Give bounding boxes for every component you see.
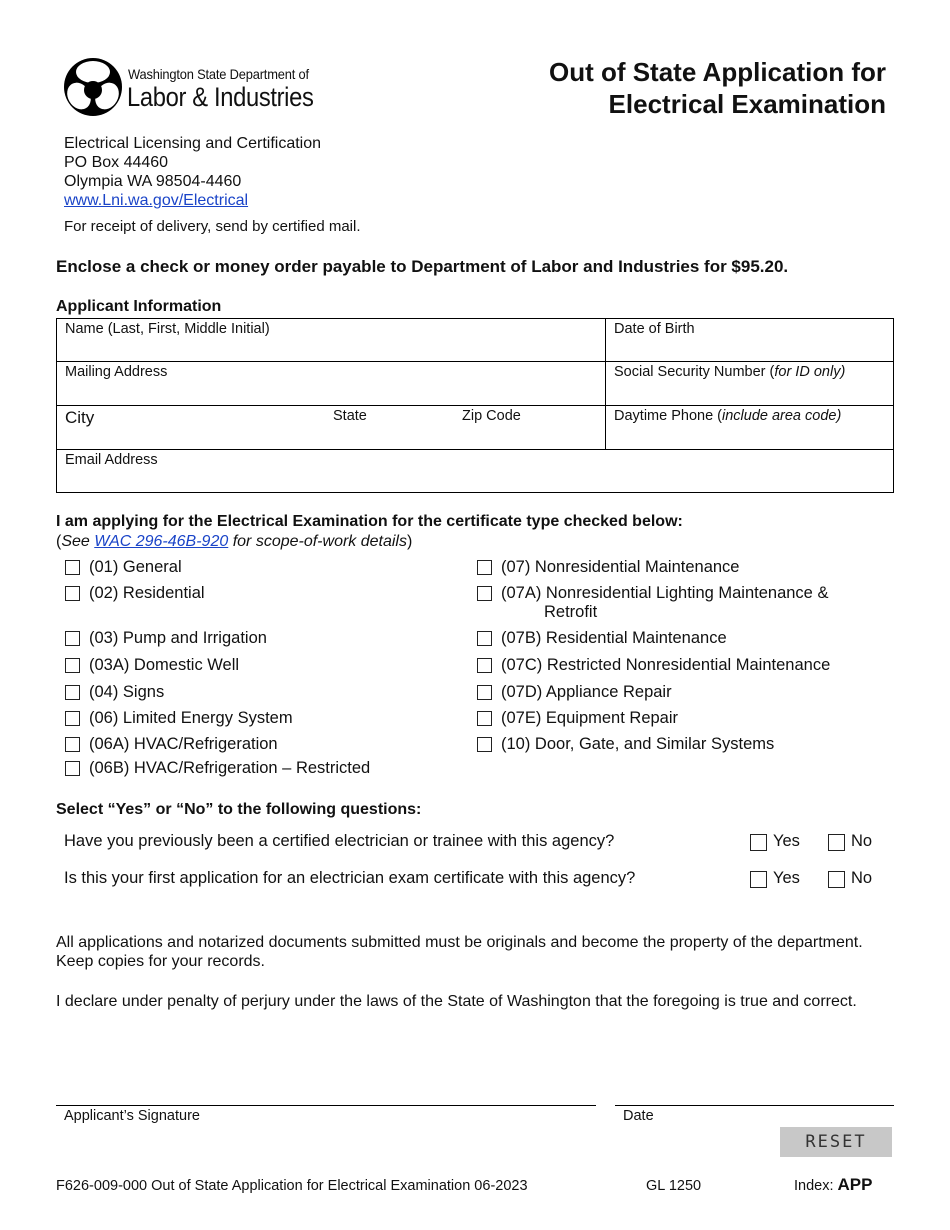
checkbox[interactable] <box>65 761 80 776</box>
scope-note: (See WAC 296-46B-920 for scope-of-work details) <box>56 533 413 550</box>
state-label: State <box>333 408 367 424</box>
question-1-text: Have you previously been a certified electrician or trainee with this agency? <box>64 832 615 850</box>
ssn-label: Social Security Number (for ID only) <box>614 364 846 380</box>
logo-text-department: Washington State Department of <box>128 66 309 82</box>
originals-notice: All applications and notarized documents submitted must be originals and become the property of the department. Keep copies for your records. <box>56 934 863 970</box>
lni-logo-icon <box>62 54 124 118</box>
checkbox[interactable] <box>750 871 767 888</box>
checkbox[interactable] <box>477 685 492 700</box>
checkbox[interactable] <box>65 560 80 575</box>
yes-label: Yes <box>773 869 800 887</box>
option-label: (06B) HVAC/Refrigeration – Restricted <box>89 759 371 777</box>
checkbox[interactable] <box>828 871 845 888</box>
lni-logo <box>62 54 342 118</box>
option-label: (07C) Restricted Nonresidential Maintenance <box>501 656 831 674</box>
email-label: Email Address <box>65 452 158 468</box>
page-title <box>549 56 886 120</box>
address-line-3: Olympia WA 98504-4460 <box>64 173 242 190</box>
signature-label: Applicant’s Signature <box>64 1108 200 1124</box>
checkbox[interactable] <box>65 737 80 752</box>
option-label-continued: Retrofit <box>544 603 598 621</box>
option-label: (07B) Residential Maintenance <box>501 629 727 647</box>
reset-button[interactable]: RESET <box>780 1127 892 1157</box>
checkbox[interactable] <box>477 737 492 752</box>
signature-line[interactable] <box>56 1105 596 1106</box>
index-code: Index: APP <box>794 1175 873 1194</box>
option-label: (01) General <box>89 558 182 576</box>
checkbox[interactable] <box>65 658 80 673</box>
website-link[interactable]: www.Lni.wa.gov/Electrical <box>64 192 249 209</box>
option-label: (03A) Domestic Well <box>89 656 240 674</box>
receipt-note: For receipt of delivery, send by certified mail. <box>64 218 361 235</box>
dob-label: Date of Birth <box>614 321 695 337</box>
checkbox[interactable] <box>477 658 492 673</box>
mailing-address-field[interactable] <box>57 362 606 406</box>
option-label: (06) Limited Energy System <box>89 709 293 727</box>
title-line-2: Electrical Examination <box>608 89 886 119</box>
checkbox[interactable] <box>65 586 80 601</box>
exam-type-heading: I am applying for the Electrical Examination for the certificate type checked below: <box>56 513 683 530</box>
name-field[interactable] <box>57 319 606 362</box>
zip-label: Zip Code <box>462 408 521 424</box>
address-line-1: Electrical Licensing and Certification <box>64 135 322 152</box>
checkbox[interactable] <box>477 560 492 575</box>
mailing-address-block <box>64 134 321 210</box>
payment-instruction: Enclose a check or money order payable to Department of Labor and Industries for $95.20. <box>56 257 789 276</box>
logo-text-agency: Labor & Industries <box>127 82 314 112</box>
mailing-address-label: Mailing Address <box>65 364 168 380</box>
option-label: (07E) Equipment Repair <box>501 709 679 727</box>
dob-field[interactable] <box>606 319 893 362</box>
phone-label: Daytime Phone (include area code) <box>614 408 842 424</box>
option-label: (04) Signs <box>89 683 165 701</box>
city-label: City <box>65 408 95 427</box>
address-line-2: PO Box 44460 <box>64 154 169 171</box>
form-number: F626-009-000 Out of State Application for Electrical Examination 06-2023 <box>56 1178 528 1194</box>
yes-label: Yes <box>773 832 800 850</box>
option-label: (06A) HVAC/Refrigeration <box>89 735 278 753</box>
perjury-declaration: I declare under penalty of perjury under the laws of the State of Washington that the foregoing is true and correct. <box>56 993 857 1010</box>
checkbox[interactable] <box>477 586 492 601</box>
gl-code: GL 1250 <box>646 1178 702 1194</box>
no-label: No <box>851 832 873 850</box>
applicant-info-table <box>56 318 894 493</box>
checkbox[interactable] <box>828 834 845 851</box>
title-line-1: Out of State Application for <box>548 57 886 87</box>
checkbox[interactable] <box>477 631 492 646</box>
questions-heading: Select “Yes” or “No” to the following questions: <box>56 801 422 818</box>
date-label: Date <box>623 1108 654 1124</box>
option-label: (02) Residential <box>89 584 205 602</box>
wac-link[interactable]: WAC 296-46B-920 <box>94 533 229 550</box>
checkbox[interactable] <box>477 711 492 726</box>
option-label: (10) Door, Gate, and Similar Systems <box>501 735 775 753</box>
date-line[interactable] <box>615 1105 894 1106</box>
option-label: (03) Pump and Irrigation <box>89 629 267 647</box>
ssn-field[interactable] <box>606 362 893 406</box>
city-state-zip-field[interactable] <box>57 406 606 450</box>
option-label: (07A) Nonresidential Lighting Maintenance & <box>501 584 829 602</box>
checkbox[interactable] <box>65 711 80 726</box>
checkbox[interactable] <box>65 631 80 646</box>
question-2-text: Is this your first application for an electrician exam certificate with this agency? <box>64 869 636 887</box>
applicant-info-heading: Applicant Information <box>56 298 222 315</box>
option-label: (07) Nonresidential Maintenance <box>501 558 740 576</box>
checkbox[interactable] <box>65 685 80 700</box>
email-field[interactable] <box>57 450 893 492</box>
checkbox[interactable] <box>750 834 767 851</box>
option-label: (07D) Appliance Repair <box>501 683 672 701</box>
name-label: Name (Last, First, Middle Initial) <box>65 321 270 337</box>
no-label: No <box>851 869 873 887</box>
phone-field[interactable] <box>606 406 893 450</box>
